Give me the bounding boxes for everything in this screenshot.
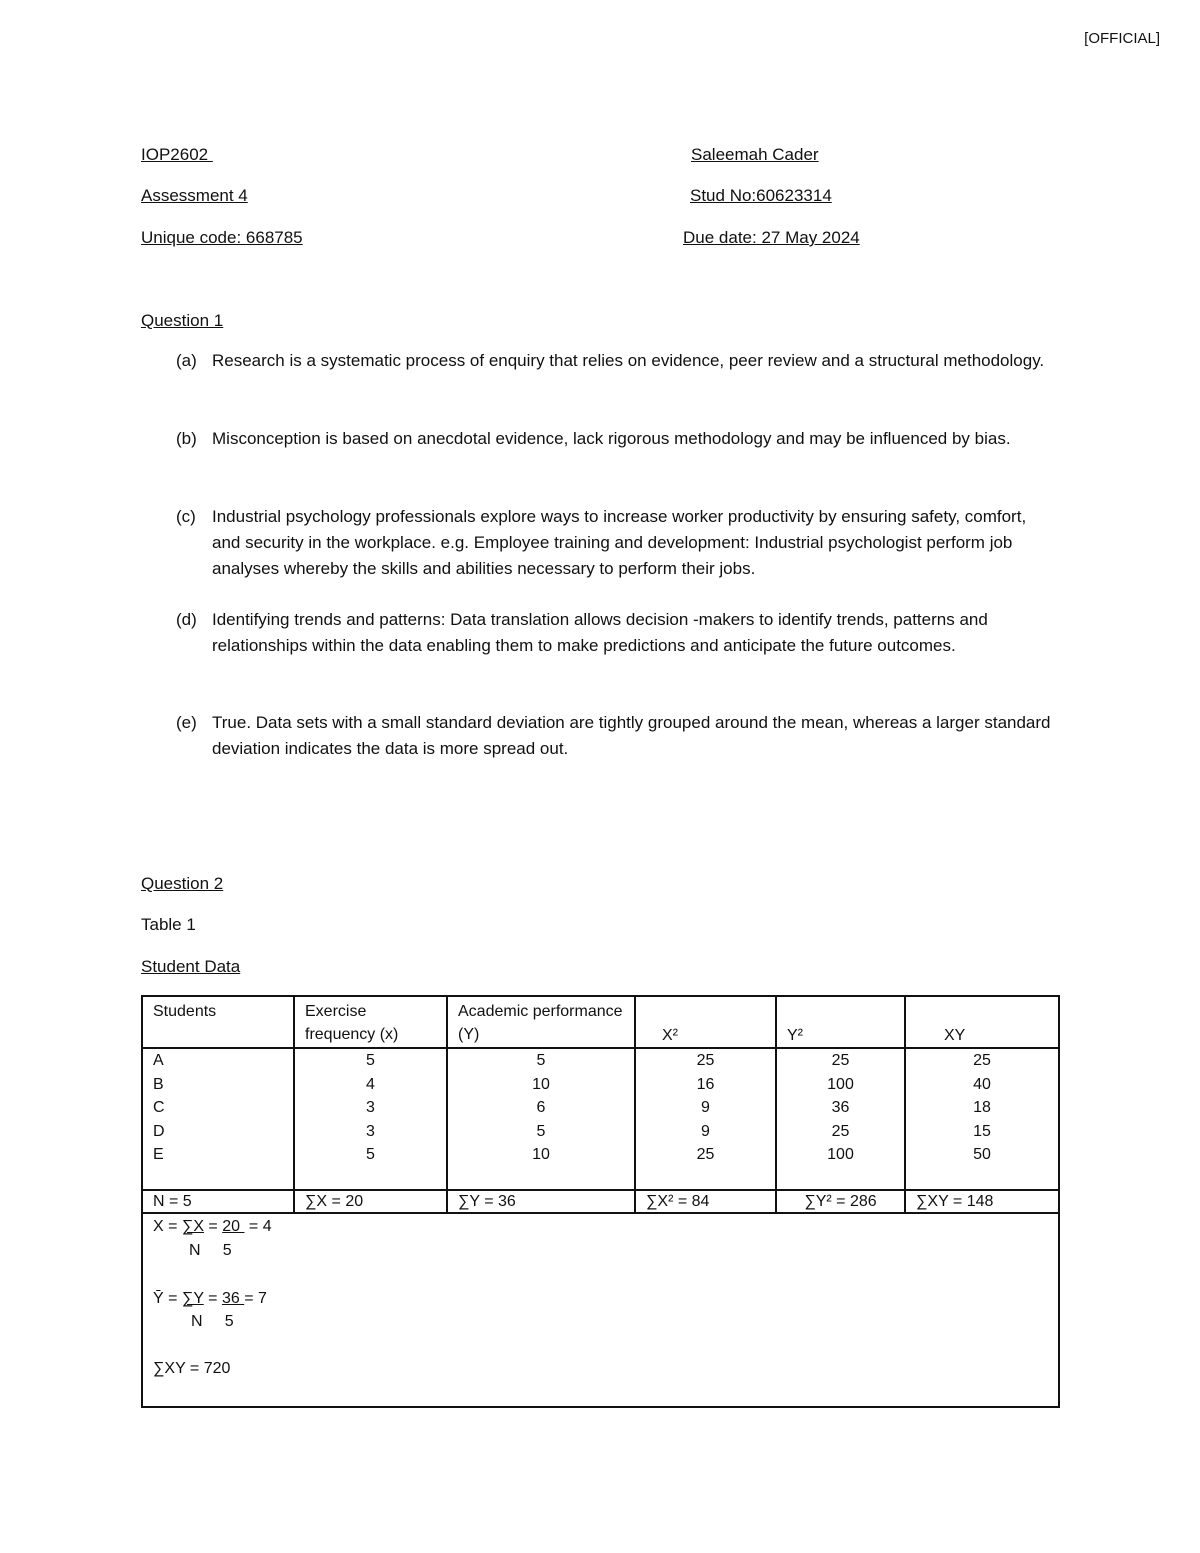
- table-cell: 40: [973, 1075, 991, 1093]
- table-cell: 18: [973, 1099, 991, 1116]
- table-sum-row: [142, 1190, 1059, 1213]
- formula-text: =: [203, 1290, 222, 1307]
- formula-text: Ȳ =: [153, 1290, 182, 1307]
- formula-numerator: 36: [221, 1290, 245, 1307]
- item-text: True. Data sets with a small standard deviation are tightly grouped around the mean, whereas a larger standard deviation indicates the data is more spread out.: [212, 713, 1051, 758]
- table-cell: 25: [831, 1052, 850, 1069]
- item-text: Research is a systematic process of enquiry that relies on evidence, peer review and a structural methodology.: [212, 351, 1045, 370]
- sum-cell-y2: ∑Y² = 286: [776, 1190, 905, 1213]
- table-cell: 25: [973, 1052, 991, 1069]
- formula-result: = 4: [244, 1218, 272, 1235]
- table-label: Table 1: [141, 915, 196, 934]
- table-cell: 3: [366, 1122, 375, 1140]
- column-header-students: Students: [142, 996, 294, 1048]
- table-cell: 5: [536, 1052, 546, 1069]
- column-header-y2: Y²: [776, 996, 905, 1048]
- students-column-cell: [142, 1048, 294, 1190]
- table-cell: D: [153, 1122, 165, 1140]
- official-marking: [OFFICIAL]: [1084, 30, 1160, 47]
- table-data-block: [142, 1048, 1059, 1190]
- formula-numerator: ∑X: [181, 1218, 204, 1235]
- student-data-table: [141, 995, 1060, 1214]
- table-cell: 10: [532, 1146, 550, 1163]
- student-name: Saleemah Cader: [691, 145, 819, 164]
- course-code: IOP2602: [141, 145, 213, 164]
- table-cell: A: [153, 1052, 164, 1069]
- question-2-title: Question 2: [141, 874, 224, 893]
- table-header-row: [142, 996, 1059, 1048]
- student-number: Stud No:60623314: [690, 186, 832, 205]
- table-cell: E: [153, 1146, 164, 1163]
- table-cell: 9: [701, 1099, 710, 1116]
- table-cell: 25: [696, 1052, 715, 1069]
- formula-text: X =: [153, 1218, 182, 1235]
- item-text: Industrial psychology professionals explore ways to increase worker productivity by ensuring safety, comfort, and security in the workplace. e.g. Employee training and development: Industrial psychologist perform job analyses whereby the skills and abilities necessary to perform their jobs.: [212, 507, 1027, 578]
- sum-cell-x2: ∑X² = 84: [635, 1190, 776, 1213]
- academic-column-cell: [447, 1048, 635, 1190]
- table-cell: 4: [366, 1075, 375, 1093]
- table-cell: 25: [831, 1122, 850, 1140]
- column-header-x2: X²: [635, 996, 776, 1048]
- sum-xy-line: ∑XY = 720: [153, 1360, 231, 1377]
- table-cell: 3: [366, 1099, 375, 1116]
- sum-cell-n: N = 5: [142, 1190, 294, 1213]
- answer-item-e: [176, 710, 1056, 762]
- item-label: (a): [176, 351, 197, 370]
- table-cell: 6: [536, 1099, 546, 1116]
- column-header-exercise: Exercise frequency (x): [294, 996, 447, 1048]
- xy-column-cell: [905, 1048, 1059, 1190]
- formula-numerator: ∑Y: [181, 1290, 204, 1307]
- item-text: Identifying trends and patterns: Data translation allows decision -makers to identify trends, patterns and relationships within the data enabling them to make predictions and anticipate the future outcomes.: [212, 610, 988, 655]
- answer-item-b: [176, 426, 1056, 452]
- x2-column-cell: [635, 1048, 776, 1190]
- table-title: Student Data: [141, 957, 241, 976]
- y-mean-denominator: N 5: [191, 1313, 234, 1330]
- unique-code: Unique code: 668785: [141, 228, 303, 247]
- y2-column-cell: [776, 1048, 905, 1190]
- table-cell: 25: [696, 1146, 715, 1163]
- formula-text: =: [203, 1218, 223, 1235]
- item-label: (e): [176, 713, 197, 732]
- table-cell: C: [153, 1099, 165, 1116]
- assessment-label: Assessment 4: [141, 186, 248, 205]
- exercise-column-cell: [294, 1048, 447, 1190]
- table-cell: 5: [366, 1052, 375, 1069]
- answer-item-c: [176, 504, 1056, 582]
- answer-item-d: [176, 607, 1056, 659]
- table-cell: 5: [536, 1122, 546, 1140]
- item-label: (b): [176, 429, 197, 448]
- answer-item-a: [176, 348, 1056, 374]
- sum-cell-xy: ∑XY = 148: [905, 1190, 1059, 1213]
- table-cell: 10: [532, 1075, 550, 1093]
- column-header-academic: Academic performance (Y): [447, 996, 635, 1048]
- sum-cell-y: ∑Y = 36: [447, 1190, 635, 1213]
- item-text: Misconception is based on anecdotal evidence, lack rigorous methodology and may be influenced by bias.: [212, 429, 1011, 448]
- table-cell: 15: [973, 1122, 991, 1140]
- item-label: (c): [176, 507, 196, 526]
- table-cell: 9: [701, 1122, 710, 1140]
- table-cell: 50: [973, 1146, 991, 1163]
- table-cell: 100: [827, 1075, 854, 1093]
- column-header-xy: XY: [905, 996, 1059, 1048]
- table-cell: 16: [696, 1075, 715, 1093]
- formula-result: = 7: [244, 1290, 267, 1307]
- calculations-box: [141, 1214, 1060, 1408]
- formula-numerator: 20: [222, 1218, 245, 1235]
- table-cell: 100: [827, 1146, 854, 1163]
- x-mean-formula: [153, 1218, 272, 1236]
- x-mean-denominator: N 5: [189, 1242, 232, 1259]
- table-cell: 36: [831, 1099, 850, 1116]
- due-date: Due date: 27 May 2024: [683, 228, 860, 247]
- sum-cell-x: ∑X = 20: [294, 1190, 447, 1213]
- y-mean-formula: [153, 1290, 267, 1308]
- item-label: (d): [176, 610, 197, 629]
- table-cell: 5: [366, 1146, 375, 1163]
- question-1-title: Question 1: [141, 311, 224, 330]
- table-cell: B: [153, 1075, 164, 1093]
